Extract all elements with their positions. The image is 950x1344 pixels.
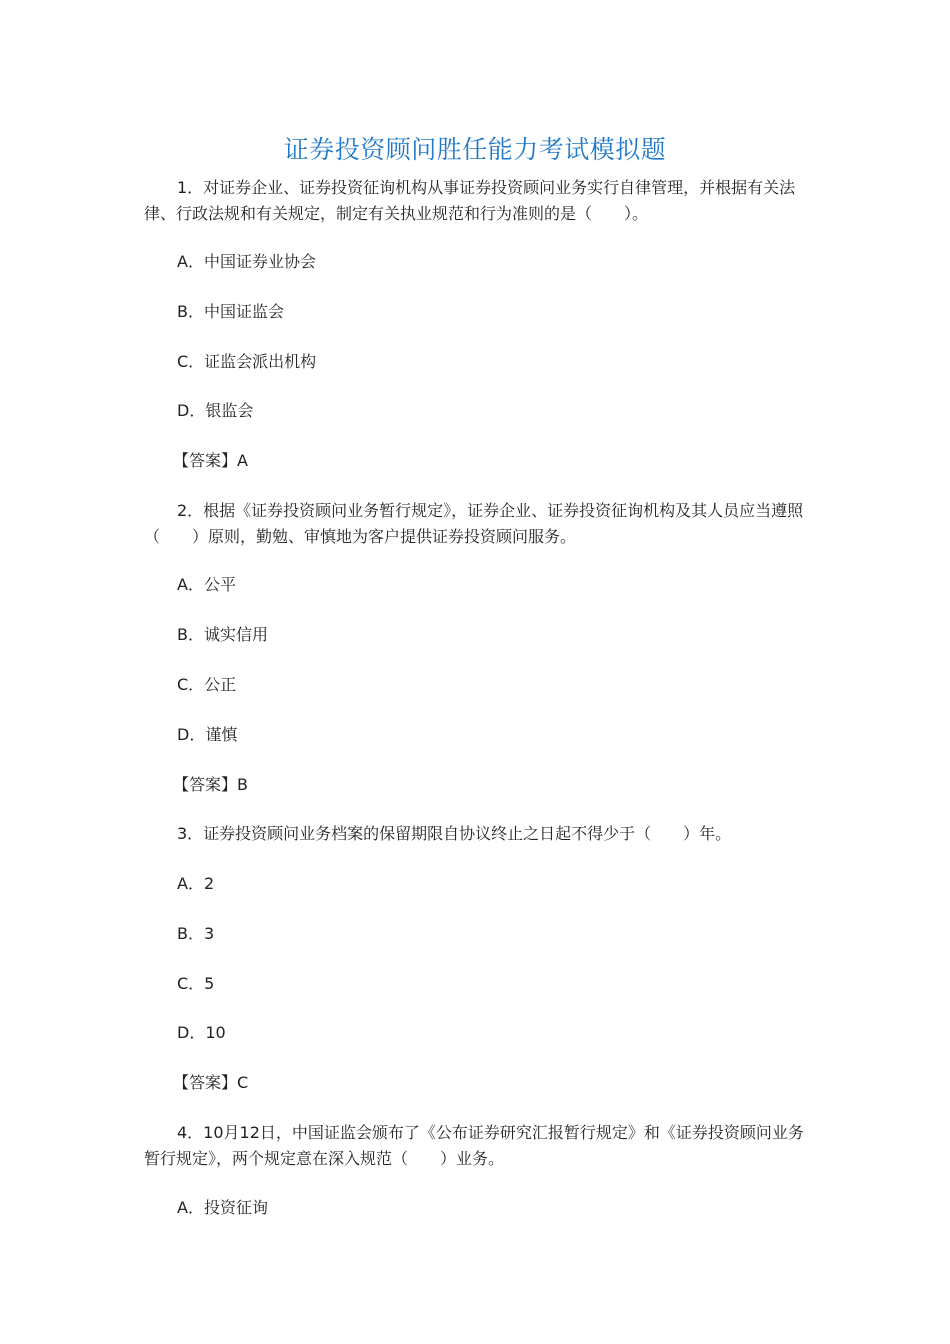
question-3-option-a: A．2 [177,874,215,893]
question-4-option-a: A．投资征询 [177,1198,268,1217]
question-1-option-d: D．银监会 [177,401,254,420]
question-4-stem: 4．10月12日，中国证监会颁布了《公布证券研究汇报暂行规定》和《证券投资顾问业务暂行规定》，两个规定意在深入规范（ ）业务。 [144,1123,804,1168]
question-3-stem: 3．证券投资顾问业务档案的保留期限自协议终止之日起不得少于（ ）年。 [177,824,732,843]
question-1-option-c: C．证监会派出机构 [177,352,317,371]
question-2-option-a: A．公平 [177,575,236,594]
question-1-stem: 1．对证券企业、证券投资征询机构从事证券投资顾问业务实行自律管理，并根据有关法律、行政法规和有关规定，制定有关执业规范和行为准则的是（ ）。 [144,178,796,223]
question-2-option-c: C．公正 [177,675,237,694]
question-1-answer: 【答案】A [173,451,248,470]
question-1-option-b: B．中国证监会 [177,302,284,321]
question-2-option-b: B．诚实信用 [177,625,268,644]
question-2-option-d: D．谨慎 [177,725,238,744]
question-3-option-d: D．10 [177,1023,226,1042]
question-2-stem: 2．根据《证券投资顾问业务暂行规定》，证券企业、证券投资征询机构及其人员应当遵照（ ）原则，勤勉、审慎地为客户提供证券投资顾问服务。 [144,501,804,546]
question-3-option-c: C．5 [177,974,215,993]
document-title: 证券投资顾问胜任能力考试模拟题 [283,135,667,164]
question-3-option-b: B．3 [177,924,215,943]
question-2-answer: 【答案】B [173,775,248,794]
question-3-answer: 【答案】C [173,1073,249,1092]
question-1-option-a: A．中国证券业协会 [177,252,316,271]
